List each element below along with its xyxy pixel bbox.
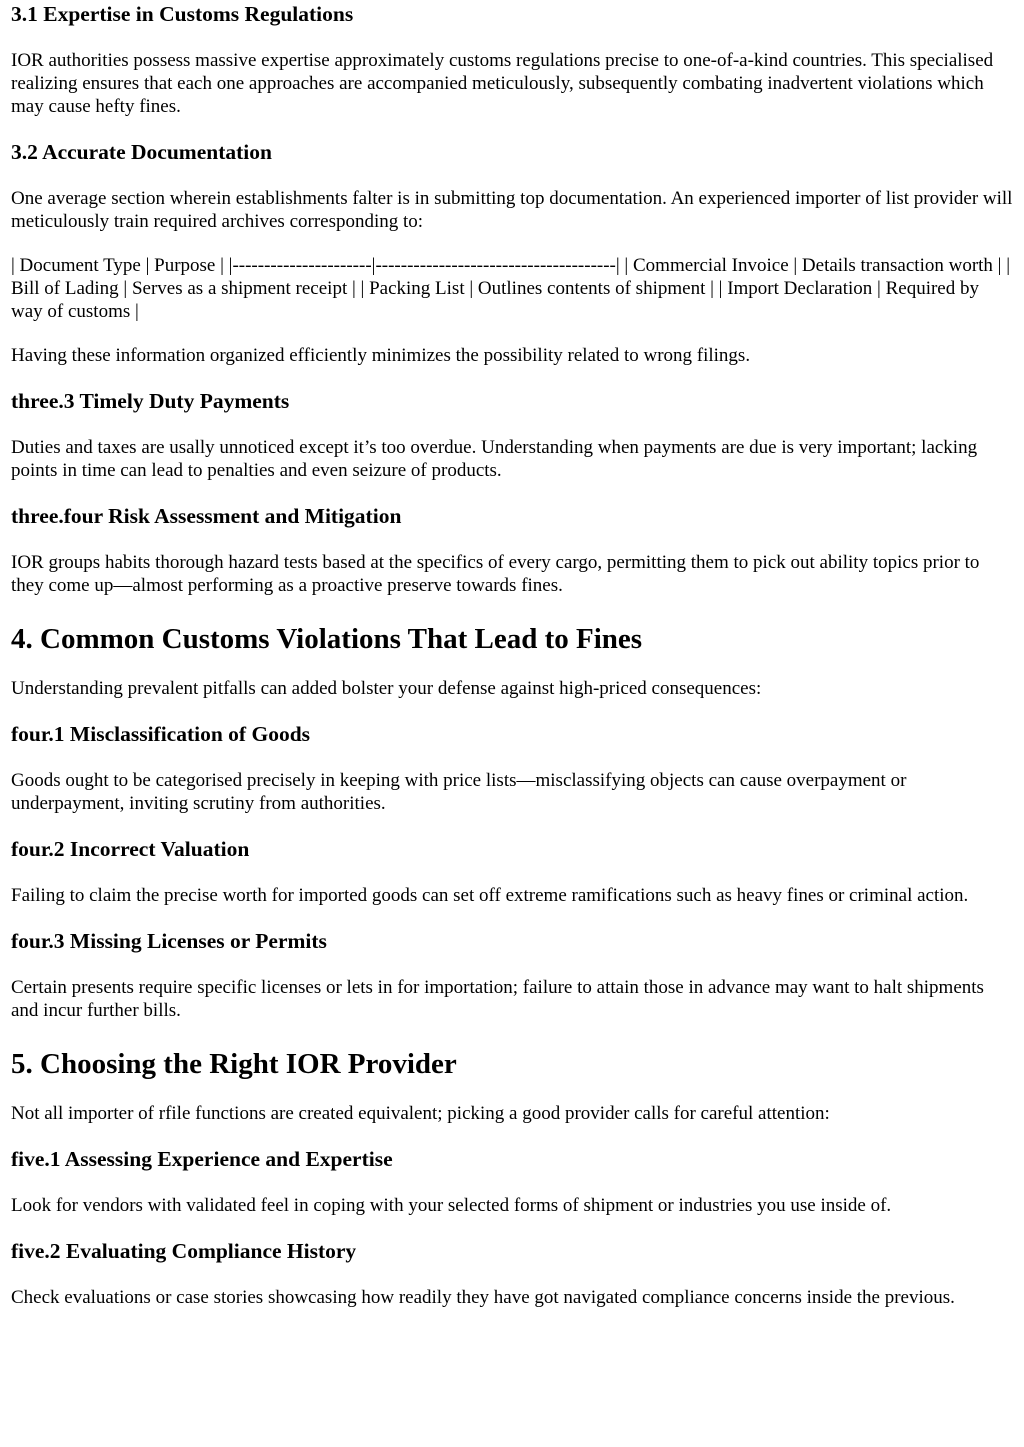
paragraph-5-1: Look for vendors with validated feel in coping with your selected forms of shipment or industries you use inside of. [11,1195,892,1216]
raw-markdown-table: | Document Type | Purpose | |----------------------|--------------------------------------| | Commercial Invoice | Details transaction worth | | Bill of Lading | Serves as a shipment receipt | | Packing List | Outlines contents of shipment | | Import Declaration | Required by way of customs | [11,255,1011,322]
paragraph-3-4: IOR groups habits thorough hazard tests based at the specifics of every cargo, permitting them to pick out ability topics prior to they come up—almost performing as a proactive preserve towards fines. [11,552,980,596]
heading-3-3: three.3 Timely Duty Payments [11,389,290,413]
paragraph-3-3: Duties and taxes are usally unnoticed except it’s too overdue. Understanding when payments are due is very important; lacking points in time can lead to penalties and even seizure of products. [11,437,978,481]
article-body [0,1,1024,1309]
heading-4: 4. Common Customs Violations That Lead to Fines [11,623,643,655]
heading-5-2: five.2 Evaluating Compliance History [11,1239,357,1263]
paragraph-5: Not all importer of rfile functions are created equivalent; picking a good provider calls for careful attention: [11,1103,830,1124]
heading-3-4: three.four Risk Assessment and Mitigation [11,504,402,528]
heading-4-1: four.1 Misclassification of Goods [11,722,311,746]
paragraph-4: Understanding prevalent pitfalls can added bolster your defense against high-priced consequences: [11,678,762,699]
heading-5-1: five.1 Assessing Experience and Expertise [11,1147,393,1171]
heading-3-1: 3.1 Expertise in Customs Regulations [11,2,354,26]
heading-4-2: four.2 Incorrect Valuation [11,837,250,861]
paragraph-4-1: Goods ought to be categorised precisely in keeping with price lists—misclassifying objects can cause overpayment or underpayment, inviting scrutiny from authorities. [11,770,907,814]
paragraph-3-2: One average section wherein establishments falter is in submitting top documentation. An experienced importer of list provider will meticulously train required archives corresponding to: [11,188,1013,232]
heading-3-2: 3.2 Accurate Documentation [11,140,272,164]
paragraph-3-2-after: Having these information organized efficiently minimizes the possibility related to wrong filings. [11,345,751,366]
paragraph-3-1: IOR authorities possess massive expertise approximately customs regulations precise to one-of-a-kind countries. This specialised realizing ensures that each one approaches are accompanied meticulously, subsequently combating inadvertent violations which may cause hefty fines. [11,50,994,117]
heading-5: 5. Choosing the Right IOR Provider [11,1048,457,1080]
paragraph-4-2: Failing to claim the precise worth for imported goods can set off extreme ramifications such as heavy fines or criminal action. [11,885,969,906]
paragraph-4-3: Certain presents require specific licenses or lets in for importation; failure to attain those in advance may want to halt shipments and incur further bills. [11,977,984,1021]
paragraph-5-2: Check evaluations or case stories showcasing how readily they have got navigated compliance concerns inside the previous. [11,1287,955,1308]
heading-4-3: four.3 Missing Licenses or Permits [11,929,327,953]
